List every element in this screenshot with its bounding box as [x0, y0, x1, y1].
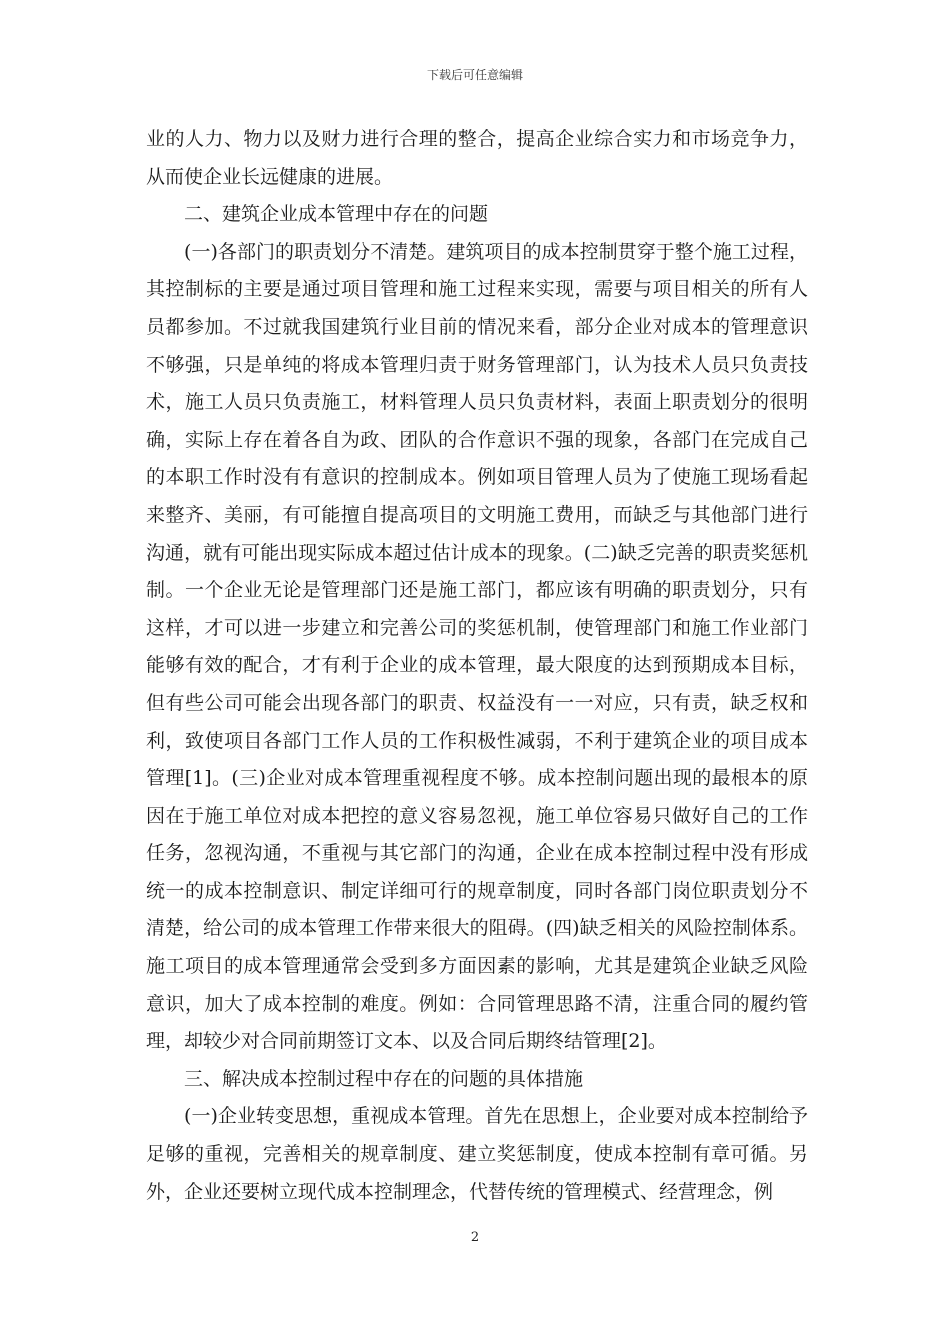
- paragraph-measures: (一)企业转变思想，重视成本管理。首先在思想上，企业要对成本控制给予足够的重视，完善相关的规章制度、建立奖惩制度，使成本控制有章可循。另外，企业还要树立现代成本控制理念，代替传统的管理模式、经营理念，例: [146, 1105, 808, 1203]
- document-body: [146, 121, 808, 1211]
- page-header: 下载后可任意编辑: [426, 68, 523, 82]
- section-heading-measures: 三、解决成本控制过程中存在的问题的具体措施: [184, 1067, 584, 1090]
- paragraph-problems: (一)各部门的职责划分不清楚。建筑项目的成本控制贯穿于整个施工过程，其控制标的主要是通过项目管理和施工过程来实现，需要与项目相关的所有人员都参加。不过就我国建筑行业目前的情况来看，部分企业对成本的管理意识不够强，只是单纯的将成本管理归责于财务管理部门，认为技术人员只负责技术，施工人员只负责施工，材料管理人员只负责材料，表面上职责划分的很明确，实际上存在着各自为政、团队的合作意识不强的现象，各部门在完成自己的本职工作时没有有意识的控制成本。例如项目管理人员为了使施工现场看起来整齐、美丽，有可能擅自提高项目的文明施工费用，而缺乏与其他部门进行沟通，就有可能出现实际成本超过估计成本的现象。(二)缺乏完善的职责奖惩机制。一个企业无论是管理部门还是施工部门，都应该有明确的职责划分，只有这样，才可以进一步建立和完善公司的奖惩机制，使管理部门和施工作业部门能够有效的配合，才有利于企业的成本管理，最大限度的达到预期成本目标，但有些公司可能会出现各部门的职责、权益没有一一对应，只有责，缺乏权和利，致使项目各部门工作人员的工作积极性减弱，不利于建筑企业的项目成本管理[1]。(三)企业对成本管理重视程度不够。成本控制问题出现的最根本的原因在于施工单位对成本把控的意义容易忽视，施工单位容易只做好自己的工作任务，忽视沟通，不重视与其它部门的沟通，企业在成本控制过程中没有形成统一的成本控制意识、制定详细可行的规章制度，同时各部门岗位职责划分不清楚，给公司的成本管理工作带来很大的阻碍。(四)缺乏相关的风险控制体系。施工项目的成本管理通常会受到多方面因素的影响，尤其是建筑企业缺乏风险意识，加大了成本控制的难度。例如：合同管理思路不清，注重合同的履约管理，却较少对合同前期签订文本、以及合同后期终结管理[2]。: [146, 240, 808, 1053]
- section-heading-problems: 二、建筑企业成本管理中存在的问题: [184, 203, 489, 226]
- page-number: 2: [470, 1230, 480, 1245]
- paragraph-continuation: 业的人力、物力以及财力进行合理的整合，提高企业综合实力和市场竞争力，从而使企业长远健康的进展。: [146, 128, 808, 188]
